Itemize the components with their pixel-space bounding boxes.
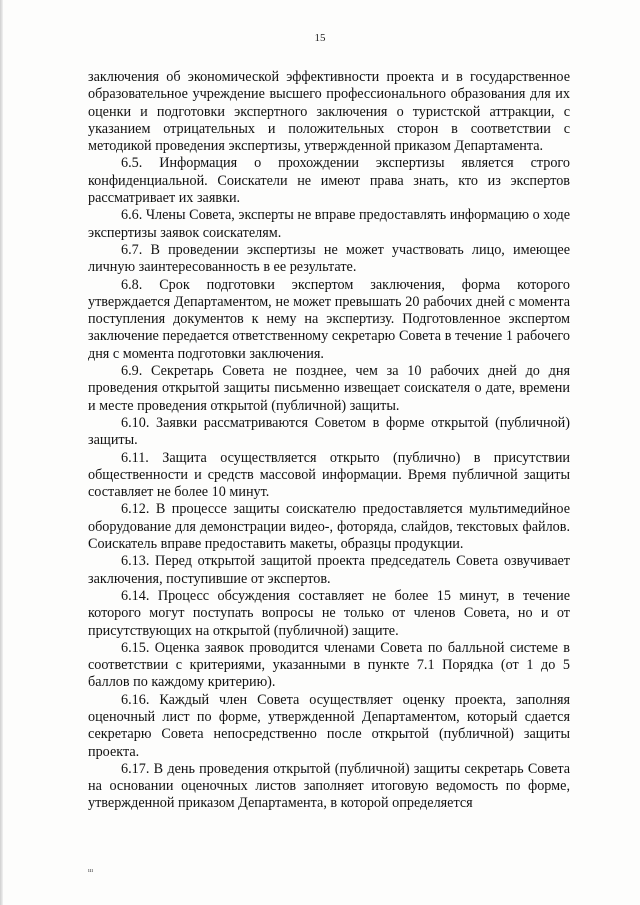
paragraph-6-16: 6.16. Каждый член Совета осуществляет оценку проекта, заполняя оценочный лист по форме, утвержденной Департаментом, который сдается секретарю Совета непосредственно после открытой (публичной) защиты проекта. bbox=[88, 691, 570, 760]
document-body bbox=[88, 69, 570, 813]
paragraph-6-10: 6.10. Заявки рассматриваются Советом в форме открытой (публичной) защиты. bbox=[88, 414, 570, 449]
paragraph-6-15: 6.15. Оценка заявок проводится членами Совета по балльной системе в соответствии с критериями, указанными в пункте 7.1 Порядка (от 1 до 5 баллов по каждому критерию). bbox=[88, 639, 570, 691]
paragraph-6-9: 6.9. Секретарь Совета не позднее, чем за 10 рабочих дней до дня проведения открытой защиты письменно извещает соискателя о дате, времени и месте проведения открытой (публичной) защиты. bbox=[88, 363, 570, 414]
paragraph-6-7: 6.7. В проведении экспертизы не может участвовать лицо, имеющее личную заинтересованность в ее результате. bbox=[88, 241, 570, 276]
paragraph-6-11: 6.11. Защита осуществляется открыто (публично) в присутствии общественности и средств массовой информации. Время публичной защиты составляет не более 10 минут. bbox=[88, 449, 570, 501]
paragraph-6-6: 6.6. Члены Совета, эксперты не вправе предоставлять информацию о ходе экспертизы заявок соискателям. bbox=[88, 207, 570, 241]
scan-edge bbox=[0, 0, 3, 905]
paragraph-6-13: 6.13. Перед открытой защитой проекта председатель Совета озвучивает заключения, поступившие от экспертов. bbox=[88, 553, 570, 587]
page-number: 15 bbox=[314, 32, 326, 44]
paragraph-6-8: 6.8. Срок подготовки экспертом заключения, форма которого утверждается Департаментом, не может превышать 20 рабочих дней с момента поступления документов к нему на экспертизу. Подготовленное экспертом заключение передается ответственному секретарю Совета в течение 1 рабочего дня с момента подготовки заключения. bbox=[88, 276, 570, 362]
paragraph-6-17: 6.17. В день проведения открытой (публичной) защиты секретарь Совета на основании оценочных листов заполняет итоговую ведомость по форме, утвержденной приказом Департамента, в которой определяется bbox=[88, 760, 570, 812]
paragraph-6-5: 6.5. Информация о прохождении экспертизы является строго конфиденциальной. Соискатели не имеют права знать, кто из экспертов рассматривает их заявки. bbox=[88, 155, 570, 207]
paragraph-continuation: заключения об экономической эффективности проекта и в государственное образовательное учреждение высшего профессионального образования для их оценки и подготовки экспертного заключения о туристской аттракции, с указанием отрицательных и положительных сторон в соответствии с методикой проведения экспертизы, утвержденной приказом Департамента. bbox=[88, 69, 570, 155]
paragraph-6-14: 6.14. Процесс обсуждения составляет не более 15 минут, в течение которого могут поступать вопросы не только от членов Совета, но и от присутствующих на открытой (публичной) защите. bbox=[88, 587, 570, 639]
footer-mark: ııı bbox=[88, 868, 94, 874]
paragraph-6-12: 6.12. В процессе защиты соискателю предоставляется мультимедийное оборудование для демонстрации видео-, фоторяда, слайдов, текстовых файлов. Соискатель вправе предоставить макеты, образцы продукции. bbox=[88, 501, 570, 553]
